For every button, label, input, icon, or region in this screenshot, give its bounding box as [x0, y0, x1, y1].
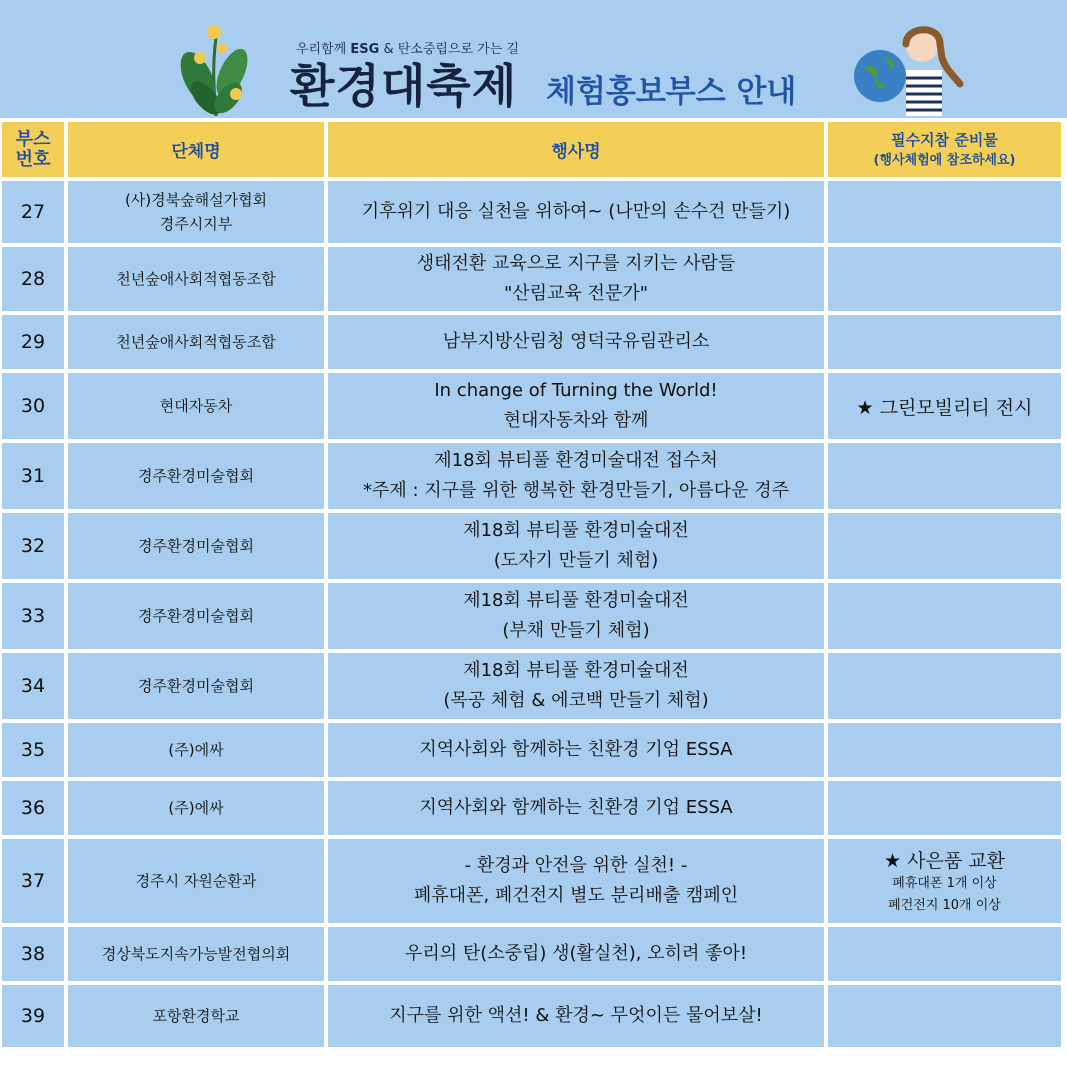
booth-number: 27 [2, 181, 64, 243]
event-name: 기후위기 대응 실천을 위하여~ (나만의 손수건 만들기) [328, 181, 824, 243]
organization-name: 경주환경미술협회 [68, 653, 324, 719]
table-row [2, 247, 1061, 311]
notes-cell [828, 315, 1061, 369]
notes-cell-gift-exchange [828, 839, 1061, 923]
organization-name: 현대자동차 [68, 373, 324, 439]
booth-number: 39 [2, 985, 64, 1047]
event-name: 제18회 뷰티풀 환경미술대전 접수처 *주제 : 지구를 위한 행복한 환경만들기, 아름다운 경주 [328, 443, 824, 509]
event-name: 지구를 위한 액션! & 환경~ 무엇이든 물어보살! [328, 985, 824, 1047]
booth-number: 31 [2, 443, 64, 509]
table-row [2, 373, 1061, 439]
header-banner [0, 0, 1067, 118]
booth-number: 33 [2, 583, 64, 649]
table-row [2, 181, 1061, 243]
table-row [2, 839, 1061, 923]
organization-name: 천년숲애사회적협동조합 [68, 315, 324, 369]
organization-name: 경주환경미술협회 [68, 513, 324, 579]
event-name: 지역사회와 함께하는 친환경 기업 ESSA [328, 781, 824, 835]
notes-cell-green-mobility: ★ 그린모빌리티 전시 [828, 373, 1061, 439]
event-name: 지역사회와 함께하는 친환경 기업 ESSA [328, 723, 824, 777]
table-row [2, 985, 1061, 1047]
notes-cell [828, 583, 1061, 649]
notes-cell [828, 723, 1061, 777]
notes-cell [828, 985, 1061, 1047]
booth-number: 28 [2, 247, 64, 311]
column-header-booth-number: 부스 번호 [2, 122, 64, 177]
event-name: 제18회 뷰티풀 환경미술대전 (부채 만들기 체험) [328, 583, 824, 649]
page-title: 환경대축제 [290, 59, 518, 113]
column-header-notes: 필수지참 준비물 (행사체험에 참조하세요) [828, 122, 1061, 177]
event-name: 우리의 탄(소중립) 생(활실천), 오히려 좋아! [328, 927, 824, 981]
table-row [2, 513, 1061, 579]
event-name: 제18회 뷰티풀 환경미술대전 (목공 체험 & 에코백 만들기 체험) [328, 653, 824, 719]
notes-cell [828, 653, 1061, 719]
booth-number: 38 [2, 927, 64, 981]
page-subtitle: 우리함께 ESG & 탄소중립으로 가는 길 [296, 42, 519, 57]
organization-name: 경주시 자원순환과 [68, 839, 324, 923]
booth-number: 29 [2, 315, 64, 369]
table-row [2, 315, 1061, 369]
booth-number: 34 [2, 653, 64, 719]
table-row [2, 723, 1061, 777]
notes-cell [828, 781, 1061, 835]
column-header-event: 행사명 [328, 122, 824, 177]
organization-name: 포항환경학교 [68, 985, 324, 1047]
booth-number: 37 [2, 839, 64, 923]
notes-cell [828, 443, 1061, 509]
booth-number: 35 [2, 723, 64, 777]
booth-number: 36 [2, 781, 64, 835]
booth-number: 30 [2, 373, 64, 439]
girl-with-globe-illustration-icon [850, 18, 970, 116]
page-sub-heading: 체험홍보부스 안내 [546, 74, 797, 110]
plant-illustration-icon [176, 18, 256, 118]
notes-cell [828, 247, 1061, 311]
organization-name: (주)에싸 [68, 723, 324, 777]
notes-cell [828, 927, 1061, 981]
notes-cell [828, 513, 1061, 579]
event-name: 남부지방산림청 영덕국유림관리소 [328, 315, 824, 369]
event-name: 제18회 뷰티풀 환경미술대전 (도자기 만들기 체험) [328, 513, 824, 579]
organization-name: (주)에싸 [68, 781, 324, 835]
organization-name: 천년숲애사회적협동조합 [68, 247, 324, 311]
table-header-row [2, 122, 1061, 177]
notes-cell [828, 181, 1061, 243]
event-name: 생태전환 교육으로 지구를 지키는 사람들 "산림교육 전문가" [328, 247, 824, 311]
gift-exchange-conditions: 폐휴대폰 1개 이상 폐건전지 10개 이상 [888, 875, 1001, 913]
table-row [2, 927, 1061, 981]
table-row [2, 583, 1061, 649]
organization-name: (사)경북숲해설가협회 경주시지부 [68, 181, 324, 243]
organization-name: 경주환경미술협회 [68, 443, 324, 509]
booth-table [0, 118, 1065, 1051]
organization-name: 경상북도지속가능발전협의회 [68, 927, 324, 981]
booth-number: 32 [2, 513, 64, 579]
event-name: In change of Turning the World! 현대자동차와 함께 [328, 373, 824, 439]
event-name: - 환경과 안전을 위한 실천! - 폐휴대폰, 폐건전지 별도 분리배출 캠페인 [328, 839, 824, 923]
table-row [2, 443, 1061, 509]
gift-exchange-label: ★ 사은품 교환 [884, 849, 1005, 872]
table-row [2, 653, 1061, 719]
organization-name: 경주환경미술협회 [68, 583, 324, 649]
column-header-organization: 단체명 [68, 122, 324, 177]
table-row [2, 781, 1061, 835]
